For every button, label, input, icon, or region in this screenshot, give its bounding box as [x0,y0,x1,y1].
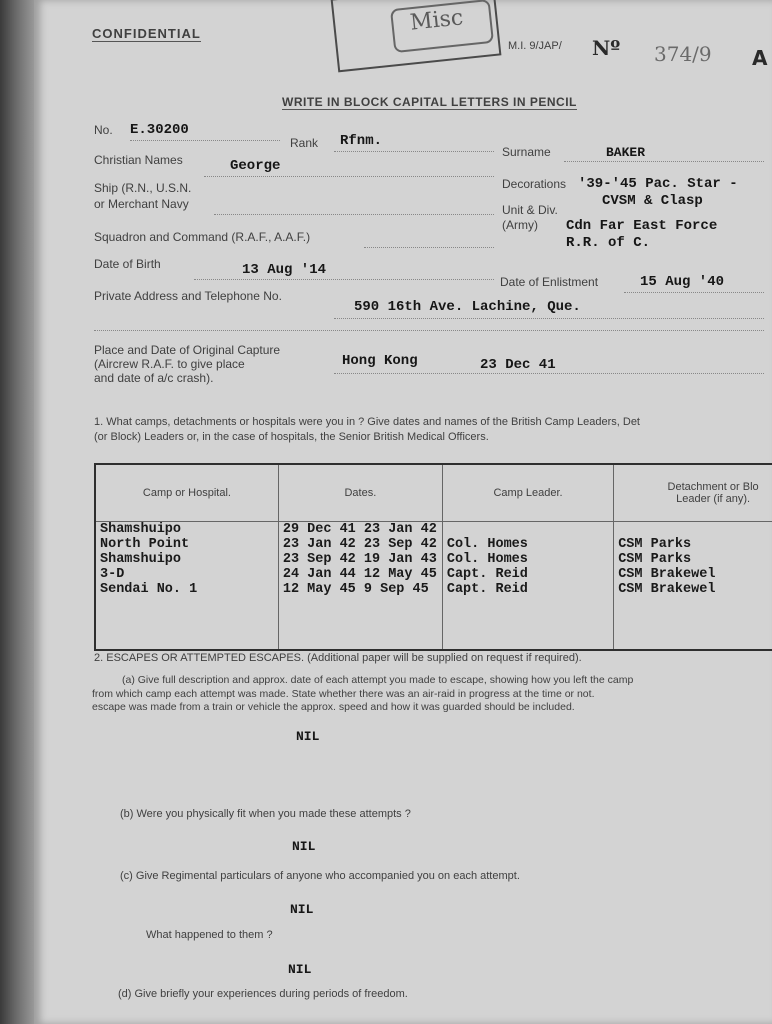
dates-cell: 23 Jan 42 23 Sep 42 [278,537,442,552]
capture-label-2: (Aircrew R.A.F. to give place [94,357,245,371]
rank-value: Rfnm. [340,133,383,149]
capture-date: 23 Dec 41 [480,357,556,373]
christian-names-value: George [230,158,281,174]
header-camp: Camp or Hospital. [95,464,278,522]
stamp-text: Misc [408,5,465,36]
question-2a-line-3: escape was made from a train or vehicle the approx. speed and how it was guarded should be included. [92,701,575,713]
dates-cell: 12 May 45 9 Sep 45 [278,582,442,597]
leader-cell: Capt. Reid [442,582,613,597]
dob-label: Date of Birth [94,257,161,271]
ship-label: Ship (R.N., U.S.N. [94,181,192,195]
header-camp-leader: Camp Leader. [442,464,613,522]
dates-cell: 29 Dec 41 23 Jan 42 [278,522,442,538]
detachment-cell: CSM Parks [614,537,772,552]
camp-cell: Shamshuipo [95,552,278,567]
question-2-title: 2. ESCAPES OR ATTEMPTED ESCAPES. (Additional paper will be supplied on request if required). [94,652,582,664]
camp-cell: North Point [95,537,278,552]
document-number: 374/9 [654,42,712,66]
address-value: 590 16th Ave. Lachine, Que. [354,299,581,315]
unit-label: Unit & Div. [502,203,558,217]
capture-label-3: and date of a/c crash). [94,371,214,385]
decorations-value: '39-'45 Pac. Star - [578,176,738,192]
camp-cell: Shamshuipo [95,522,278,538]
rank-label: Rank [290,136,319,150]
header-dates: Dates. [278,464,442,522]
table-row [95,582,772,597]
squadron-label: Squadron and Command (R.A.F., A.A.F.) [94,230,311,244]
table-row [95,552,772,567]
camp-cell: Sendai No. 1 [95,582,278,597]
camp-cell: 3-D [95,567,278,582]
table-row [95,567,772,582]
table-row [95,537,772,552]
leader-cell: Col. Homes [442,537,613,552]
header-detachment-line-1: Detachment or Blo [667,481,759,493]
header-detachment-line-2: Leader (if any). [676,493,751,505]
answer-2b: NIL [292,839,316,854]
decorations-value-2: CVSM & Clasp [602,193,703,209]
enlistment-label: Date of Enlistment [500,275,599,289]
question-2a: (a) Give full description and approx. date of each attempt you made to escape, showing how you left the camp [122,674,634,686]
leader-cell [442,522,613,538]
unit-value: Cdn Far East Force [566,218,718,234]
no-label: No. [94,123,113,137]
question-2c: (c) Give Regimental particulars of anyone who accompanied you on each attempt. [120,870,520,882]
detachment-cell: CSM Brakewel [614,582,772,597]
christian-names-label: Christian Names [94,153,183,167]
leader-cell: Capt. Reid [442,567,613,582]
detachment-cell: CSM Parks [614,552,772,567]
capture-label: Place and Date of Original Capture [94,343,281,357]
confidential-label: CONFIDENTIAL [92,26,201,41]
capture-place: Hong Kong [342,353,418,369]
corner-letter: A [752,46,768,70]
dob-value: 13 Aug '14 [242,262,327,278]
number-label: Nº [592,36,621,60]
header-detachment [614,464,772,522]
service-number: E.30200 [130,122,189,138]
question-2a-line-2: from which camp each attempt was made. State whether there was an air-raid in progress at the time or not. [92,688,595,700]
question-2d: (d) Give briefly your experiences during periods of freedom. [118,988,408,1000]
enlistment-value: 15 Aug '40 [640,274,725,290]
answer-2c: NIL [290,902,314,917]
camps-table [94,463,772,651]
dates-cell: 23 Sep 42 19 Jan 43 [278,552,442,567]
question-1-line-2: (or Block) Leaders or, in the case of hospitals, the Senior British Medical Officers. [94,431,489,443]
instruction-heading: WRITE IN BLOCK CAPITAL LETTERS IN PENCIL [282,95,577,109]
surname-label: Surname [502,145,551,159]
unit-label-2: (Army) [502,218,538,232]
table-row [95,522,772,538]
surname-value: BAKER [606,145,646,160]
detachment-cell [614,522,772,538]
ref-label: M.I. 9/JAP/ [508,40,562,52]
ship-label-2: or Merchant Navy [94,197,189,211]
answer-2a: NIL [296,729,320,744]
question-1: 1. What camps, detachments or hospitals were you in ? Give dates and names of the British Camp Leaders, Det [94,416,640,428]
table-header-row [95,464,772,522]
address-label: Private Address and Telephone No. [94,289,282,303]
decorations-label: Decorations [502,177,567,191]
document-page [34,0,772,1024]
dates-cell: 24 Jan 44 12 May 45 [278,567,442,582]
detachment-cell: CSM Brakewel [614,567,772,582]
answer-what-happened: NIL [288,962,312,977]
question-2b: (b) Were you physically fit when you made these attempts ? [120,808,411,820]
leader-cell: Col. Homes [442,552,613,567]
question-what-happened: What happened to them ? [146,929,273,941]
table-blank-row [95,597,772,650]
unit-value-2: R.R. of C. [566,235,651,251]
